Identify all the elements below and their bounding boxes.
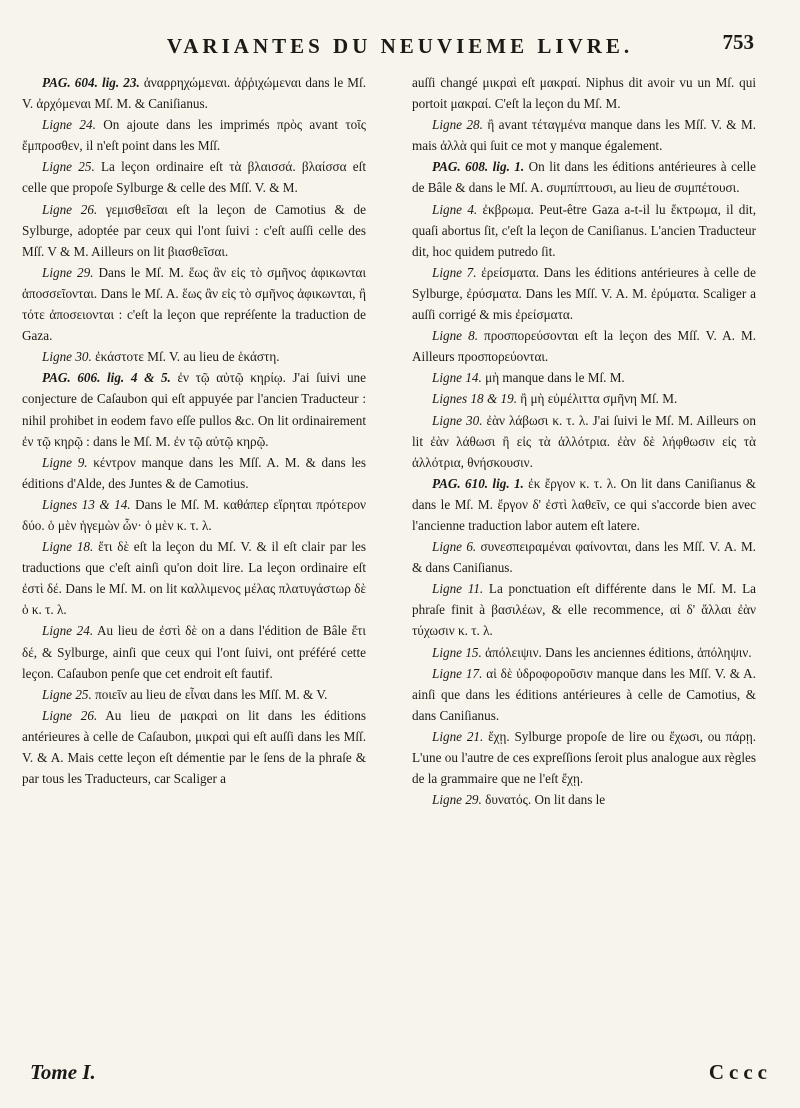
entry-locator: Ligne 24. (42, 117, 96, 133)
entry-locator: Ligne 29. (432, 792, 482, 808)
volume-label: Tome I. (30, 1060, 96, 1084)
variant-entry (412, 72, 756, 114)
entry-locator: Ligne 11. (432, 581, 484, 597)
variant-entry (22, 684, 366, 705)
variant-entry (412, 663, 756, 726)
entry-locator: Ligne 4. (432, 201, 478, 217)
entry-text: ἢ avant τέταγμένα manque dans les Mſſ. V. & M. mais ἀλλὰ qui ſuit ce mot y manque également. (412, 117, 757, 154)
entry-text: ἀναρρηχώμεναι. ἀῤῥιχώμεναι dans le Mſ. V. ἀρχόμεναι Mſ. M. & Caniſianus. (22, 75, 366, 112)
entry-text: ἐὰν λάβωσι κ. τ. λ. J'ai ſuivi le Mſ. M. Ailleurs on lit ἐὰν λάθωσι ἢ εἰς τὰ ἀλλότρια. ἐὰν δὲ λήφθωσιν εἰς τὰ ἀλλότρια, θνήσκουσιν. (412, 412, 756, 470)
entry-text: προσπορεύσονται eſt la leçon des Mſſ. V. A. M. Ailleurs προσπορεύονται. (412, 328, 756, 365)
entry-text: Au lieu de μακραὶ on lit dans les éditions antérieures à celle de Caſaubon, μικραὶ qui eſt auſſi dans les Mſſ. V. & A. Mais cette leçon eſt démentie par le ſens de la phraſe & par tous les Traducteurs, car Scaliger a (22, 707, 366, 787)
entry-text: On lit dans les éditions antérieures à celle de Bâle & dans le Mſ. A. συμπίπτουσι, au lieu de συμπέτουσι. (412, 159, 756, 196)
entry-locator: Lignes 13 & 14. (42, 496, 131, 512)
variant-entry (22, 156, 366, 198)
entry-locator: PAG. 608. lig. 1. (432, 159, 525, 175)
left-column (22, 72, 366, 789)
entry-text: ἐν τῷ αὐτῷ κηρίῳ. J'ai ſuivi une conjecture de Caſaubon qui eſt appuyée par l'ancien Traducteur : nihil prohibet in eodem favo eſſe pullos &c. On lit ordinairement ἐν τῷ κηρῷ : dans le Mſ. M. ἐν τῷ αὐτῷ κηρῷ. (22, 370, 366, 449)
entry-locator: Ligne 25. (42, 686, 92, 702)
entry-locator: Ligne 30. (432, 412, 483, 428)
variant-entry (412, 726, 756, 789)
entry-text: κέντρον manque dans les Mſſ. A. M. & dans les éditions d'Alde, des Juntes & de Camotius. (22, 454, 366, 491)
entry-locator: PAG. 610. lig. 1. (432, 475, 524, 491)
variant-entry (412, 578, 756, 641)
entry-text: ἔτι δὲ eſt la leçon du Mſ. V. & il eſt clair par les traductions que c'eſt ainſi qu'on doit lire. La leçon ordinaire eſt ἐστὶ δέ. Dans le Mſ. M. on lit καλλιμενος μέλας πλατυγάστωρ δὲ ὁ κ. τ. λ. (22, 539, 367, 618)
entry-locator: Ligne 18. (42, 539, 94, 555)
variant-entry (412, 367, 756, 388)
variant-entry (412, 642, 756, 663)
entry-text: ἐρείσματα. Dans les éditions antérieures à celle de Sylburge, ἐρύσματα. Dans les Mſſ. V. A. M. ἐρύματα. Scaliger a auſſi corrigé & mis ἐρείσματα. (412, 264, 757, 323)
entry-locator: Lignes 18 & 19. (432, 391, 517, 407)
entry-text: μὴ manque dans le Mſ. M. (481, 370, 625, 386)
variant-entry (412, 388, 756, 409)
variant-entry (22, 262, 366, 346)
entry-locator: Ligne 26. (42, 201, 98, 217)
variant-entry (412, 114, 756, 156)
entry-text: On ajoute dans les imprimés πρὸς avant τοῖς ἔμπροσθεν, il n'eſt point dans les Mſſ. (22, 117, 366, 154)
entry-text: ἔχῃ. Sylburge propoſe de lire ou ἔχωσι, ou πάρῃ. L'une ou l'autre de ces expreſſions ſeroit plus analogue aux règles de la grammaire que ne l'eſt ἔχῃ. (412, 728, 757, 787)
entry-locator: Ligne 14. (432, 370, 482, 386)
entry-locator: Ligne 24. (42, 623, 94, 639)
entry-text: ἢ μὴ εὐμέλιττα σμῆνη Mſ. M. (517, 391, 678, 407)
entry-text: ἀπόλειψιν. Dans les anciennes éditions, ἀπόληψιν. (481, 644, 752, 660)
variant-entry (412, 325, 756, 367)
entry-text: ἐκβρωμα. Peut-être Gaza a-t-il lu ἔκτρωμα, il dit, quaſi abortus ſit, c'eſt la leçon de Caniſianus. L'ancien Traducteur dit, hoc quidem putredo ſit. (412, 201, 756, 259)
entry-locator: Ligne 7. (432, 264, 477, 280)
entry-text: γεμισθεῖσαι eſt la leçon de Camotius & de Sylburge, adoptée par ceux qui l'ont ſuivi : c'eſt auſſi celle des Mſſ. V & M. Ailleurs on lit βιασθεῖσαι. (22, 201, 366, 259)
variant-entry (22, 367, 366, 451)
variant-entry (22, 346, 366, 367)
variant-entry (412, 262, 756, 325)
variant-entry (22, 494, 366, 536)
entry-text: La ponctuation eſt différente dans le Mſ. M. La phraſe finit à βασιλέων, & elle recommence, αἱ δ' ἄλλαι ἐὰν τύχωσιν κ. τ. λ. (412, 581, 757, 639)
entry-locator: Ligne 26. (42, 707, 98, 723)
entry-locator: Ligne 28. (432, 117, 483, 133)
variant-entry (22, 452, 366, 494)
entry-locator: Ligne 6. (432, 539, 477, 555)
running-head (40, 30, 760, 70)
entry-text: La leçon ordinaire eſt τὰ βλαισσά. βλαίσσα eſt celle que propoſe Sylburge & celle des Mſſ. V. & M. (22, 159, 366, 196)
variant-entry (412, 536, 756, 578)
variant-entry (22, 536, 366, 620)
page-number: 753 (722, 30, 754, 54)
entry-locator: Ligne 25. (42, 159, 95, 175)
entry-locator: Ligne 21. (432, 728, 484, 744)
running-title: VARIANTES DU NEUVIEME LIVRE. (166, 34, 634, 58)
variant-entry (412, 789, 756, 810)
variant-entry (412, 473, 756, 536)
entry-locator: Ligne 30. (42, 349, 92, 365)
page-footer (22, 1060, 782, 1096)
variant-entry (22, 705, 366, 789)
variant-entry (22, 199, 366, 262)
entry-text: δυνατός. On lit dans le (481, 792, 606, 808)
entry-text: ἐκ ἔργον κ. τ. λ. On lit dans Caniſianus & dans le Mſ. M. ἔργον δ' ἐστὶ λαθεῖν, ce qui s'accorde bien avec l'ancienne traduction labor autem eſt latere. (412, 475, 756, 533)
entry-text: auſſi changé μικραὶ eſt μακραί. Niphus dit avoir vu un Mſ. qui portoit μακραί. C'eſt la leçon du Mſ. M. (412, 75, 756, 112)
right-column (412, 72, 756, 810)
variant-entry (22, 114, 366, 156)
entry-text: συνεσπειραμέναι φαίνονται, dans les Mſſ. V. A. M. & dans Caniſianus. (412, 539, 756, 576)
entry-locator: PAG. 604. lig. 23. (42, 75, 140, 90)
entry-locator: Ligne 9. (42, 454, 88, 470)
variant-entry (22, 620, 366, 683)
variant-entry (412, 199, 756, 262)
signature-mark: Cccc (708, 1060, 772, 1084)
entry-locator: Ligne 17. (432, 665, 483, 681)
entry-locator: Ligne 29. (42, 264, 94, 280)
entry-text: αἱ δὲ ὑδροφοροῦσιν manque dans les Mſſ. V. & A. ainſi que dans les éditions antérieures à celle de Camotius, & dans Caniſianus. (412, 665, 756, 723)
entry-locator: PAG. 606. lig. 4 & 5. (42, 370, 171, 386)
entry-locator: Ligne 8. (432, 328, 478, 344)
variant-entry (412, 156, 756, 198)
variant-entry (412, 410, 756, 473)
entry-text: ἐκάστοτε Mſ. V. au lieu de ἑκάστη. (91, 349, 280, 365)
entry-locator: Ligne 15. (432, 644, 482, 660)
entry-text: Dans le Mſ. M. καθάπερ εἴρηται πρότερον δύο. ὁ μὲν ἡγεμὼν ὧν· ὁ μὲν κ. τ. λ. (22, 496, 366, 533)
entry-text: Au lieu de ἐστὶ δὲ on a dans l'édition de Bâle ἔτι δέ, & Sylburge, ainſi que ceux qui l'ont ſuivi, ont préféré cette leçon. Caſaubon penſe que cet endroit eſt fautif. (22, 623, 366, 681)
entry-text: Dans le Mſ. M. ἕως ἂν εἰς τὸ σμῆνος ἀφικωνται ἀποσσεῖονται. Dans le Mſ. A. ἕως ἂν εἰς τὸ σμῆνος ἀφικωνται, ἢ τότε ἀποσειονται : c'eſt la leçon que repréſente la traduction de Gaza. (22, 264, 366, 344)
variant-entry (22, 72, 366, 114)
entry-text: ποιεῖν au lieu de εἶναι dans les Mſſ. M. & V. (91, 686, 328, 702)
